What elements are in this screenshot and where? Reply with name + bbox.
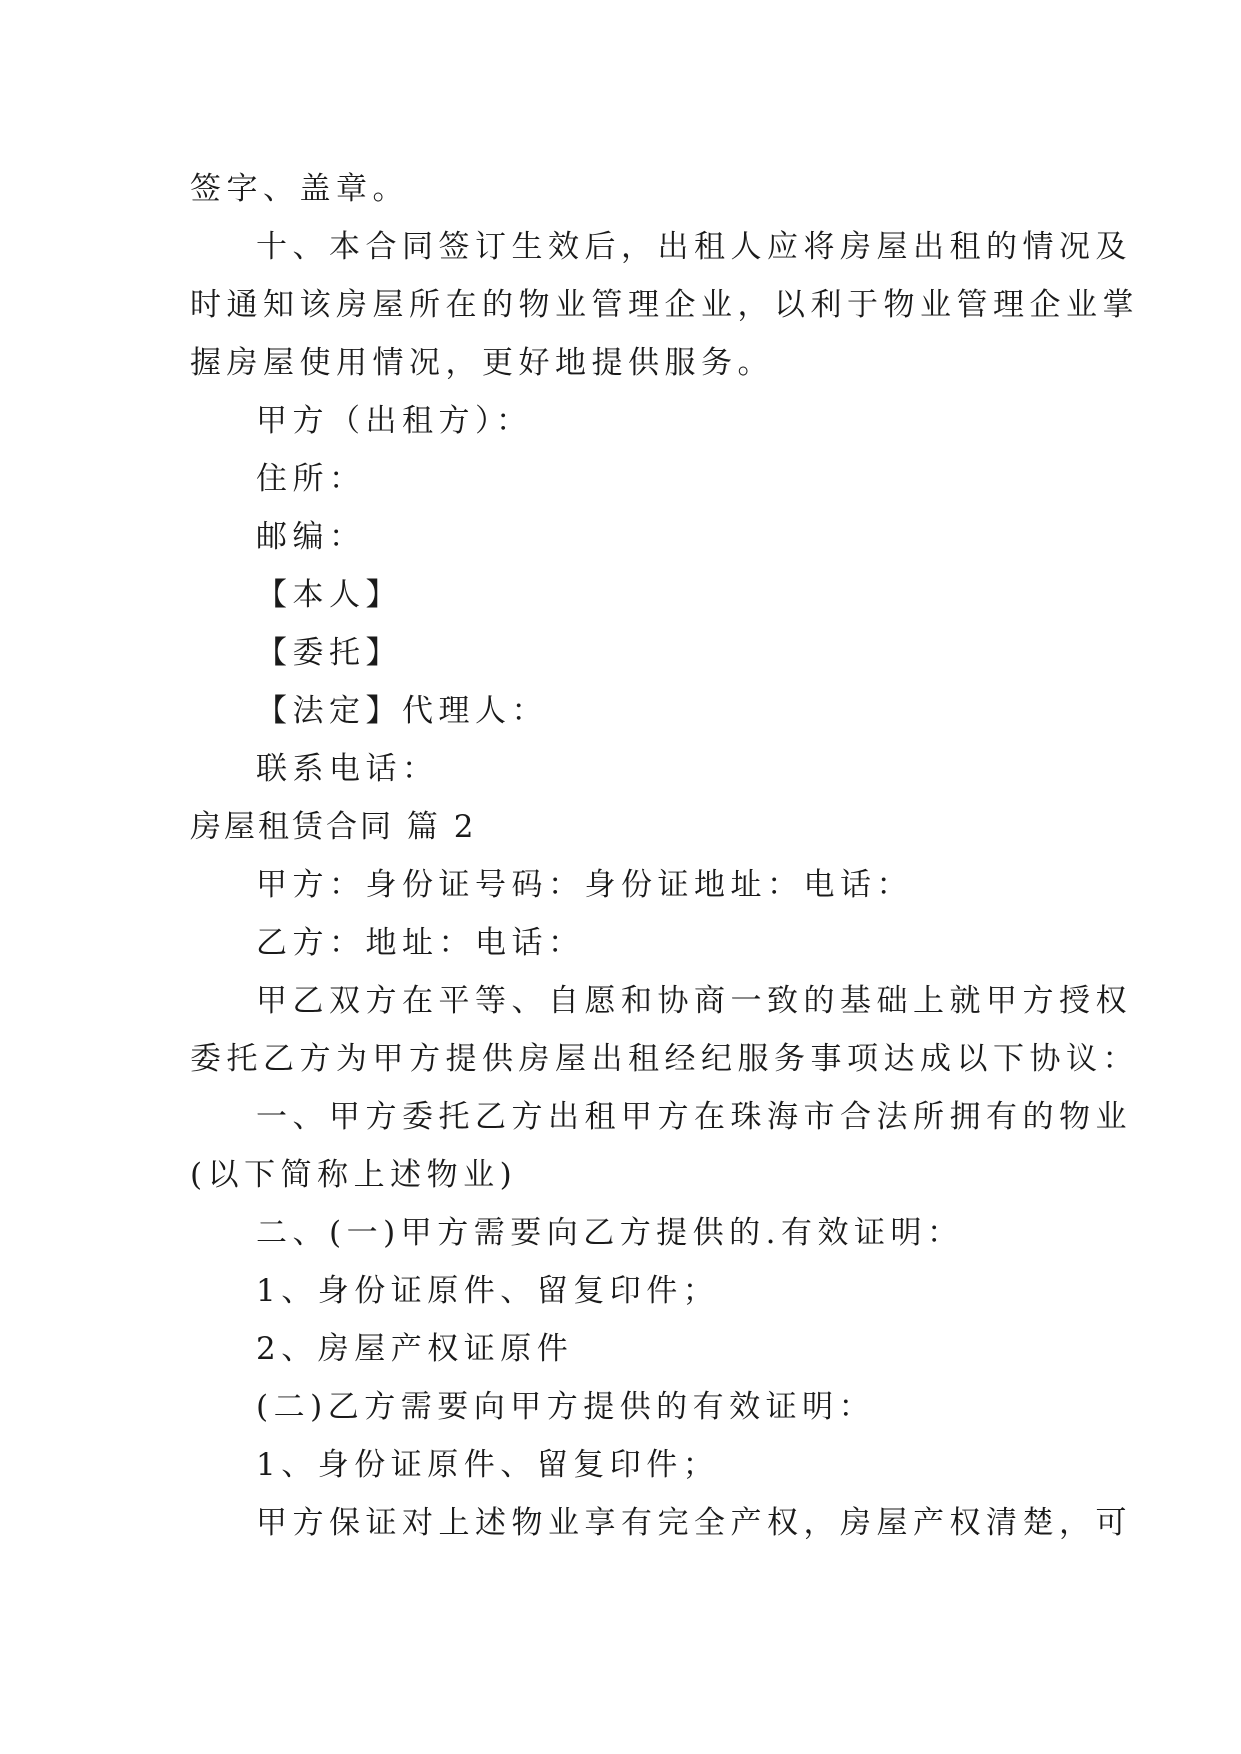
text-line: 时通知该房屋所在的物业管理企业，以利于物业管理企业掌 [190,287,1139,323]
text-line: 2、房屋产权证原件 [256,1331,574,1367]
text-line: (以下简称上述物业) [190,1157,518,1193]
text-line: 十、本合同签订生效后，出租人应将房屋出租的情况及 [256,229,1132,265]
agent-label: 【法定】代理人： [256,693,548,729]
entrusted-label: 【委托】 [256,635,402,671]
text-line: 签字、盖章。 [190,171,409,207]
text-line: (二)乙方需要向甲方提供的有效证明： [256,1389,876,1425]
postcode-label: 邮编： [256,519,366,555]
text-line: 委托乙方为甲方提供房屋出租经纪服务事项达成以下协议： [190,1041,1139,1077]
party-a-label: 甲方（出租方）： [256,403,533,439]
address-label: 住所： [256,461,366,497]
section-heading: 房屋租赁合同 篇 2 [190,809,477,845]
self-label: 【本人】 [256,577,402,613]
phone-label: 联系电话： [256,751,439,787]
text-line: 握房屋使用情况，更好地提供服务。 [190,345,774,381]
text-line: 乙方：地址：电话： [256,925,585,961]
text-line: 1、身份证原件、留复印件； [256,1273,720,1309]
text-line: 二、(一)甲方需要向乙方提供的.有效证明： [256,1215,964,1251]
text-line: 甲乙双方在平等、自愿和协商一致的基础上就甲方授权 [256,983,1132,1019]
text-line: 一、甲方委托乙方出租甲方在珠海市合法所拥有的物业 [256,1099,1132,1135]
text-line: 甲方保证对上述物业享有完全产权，房屋产权清楚，可 [256,1505,1132,1541]
text-line: 1、身份证原件、留复印件； [256,1447,720,1483]
text-line: 甲方：身份证号码：身份证地址：电话： [256,867,913,903]
document-body [190,160,1139,1552]
